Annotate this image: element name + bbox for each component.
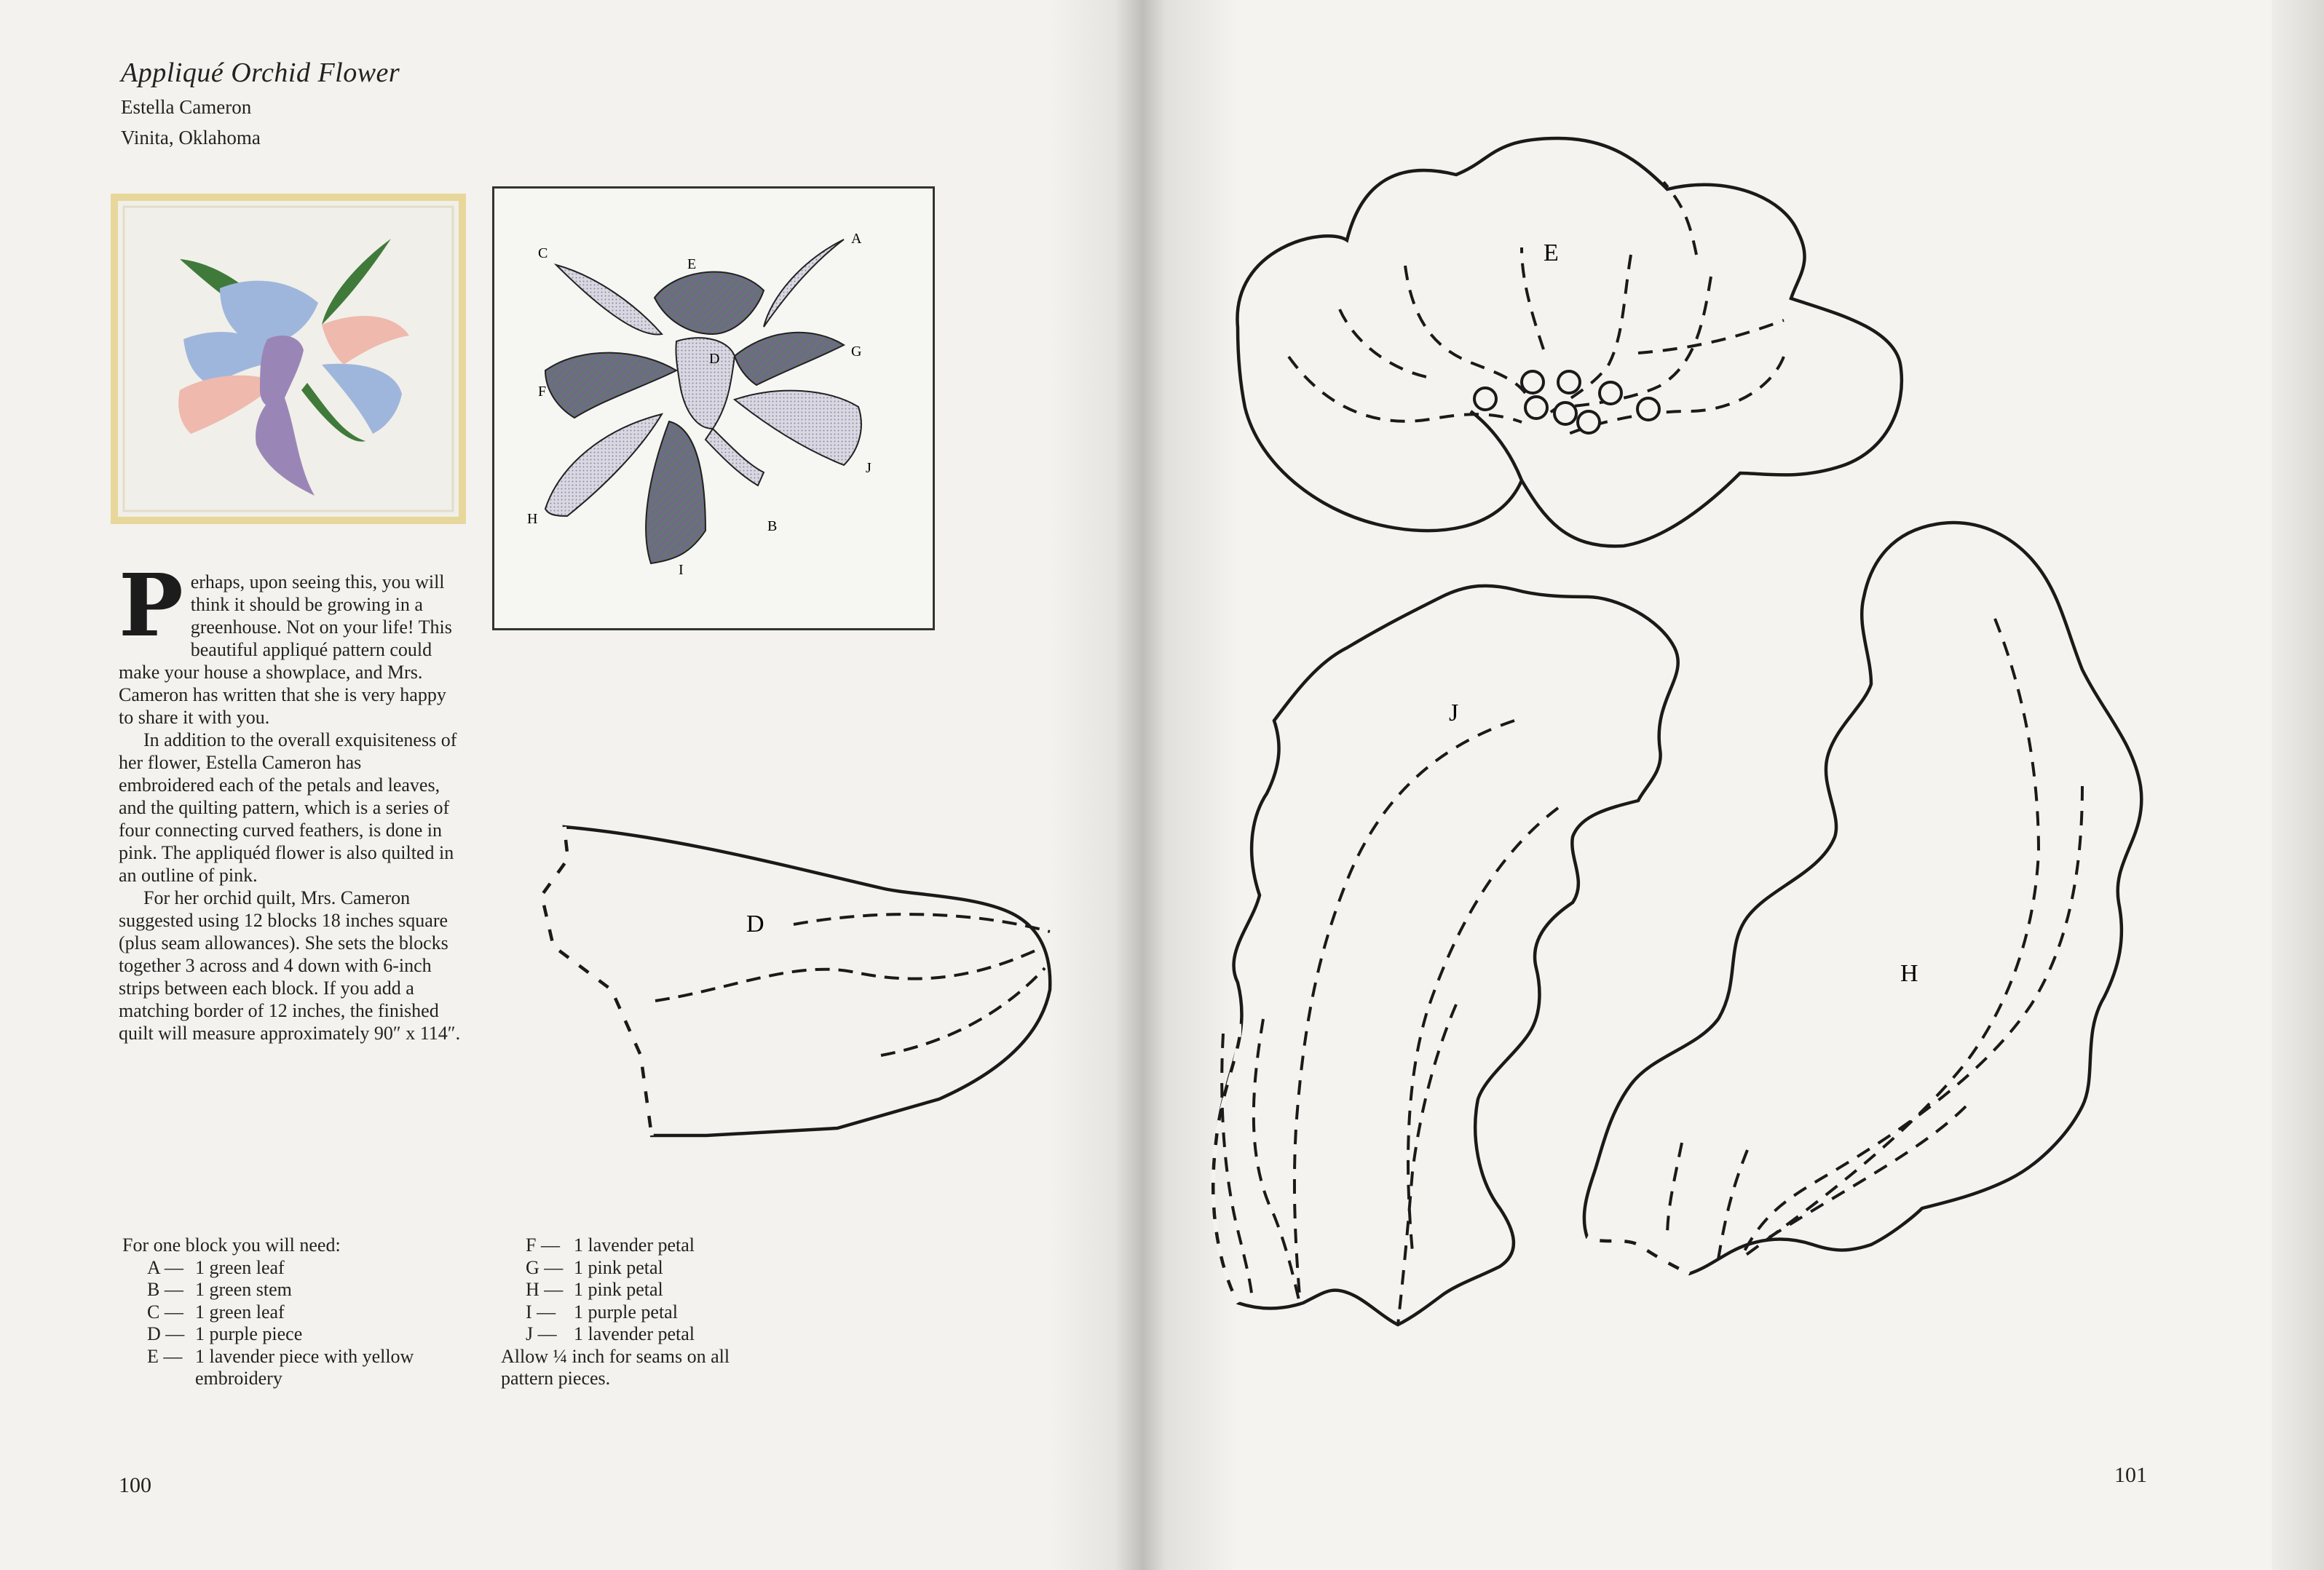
diagram-petal-j [735, 391, 861, 465]
item-text: 1 pink petal [574, 1256, 663, 1278]
materials-list-col1 [122, 1234, 486, 1390]
diagram-leaf-a [764, 239, 844, 327]
diagram-leaf-c [556, 265, 662, 334]
pattern-piece-e [1216, 131, 1929, 560]
item-key: C — [147, 1301, 183, 1323]
seam-note-cont: pattern pieces. [501, 1368, 611, 1389]
drop-cap: P [119, 555, 183, 656]
item-key: D — [147, 1323, 185, 1344]
page-title: Appliqué Orchid Flower [121, 58, 400, 88]
materials-heading: For one block you will need: [122, 1234, 341, 1256]
author-location: Vinita, Oklahoma [121, 127, 261, 148]
item-text: 1 lavender piece with yellow [195, 1345, 414, 1367]
diagram-petal-h [545, 414, 662, 516]
item-text: 1 purple petal [574, 1301, 678, 1323]
item-key: A — [147, 1256, 183, 1278]
pattern-d-label: D [746, 911, 764, 937]
diagram-label-g: G [851, 344, 862, 360]
diagram-label-c: C [538, 245, 548, 261]
item-text: 1 green stem [195, 1279, 292, 1300]
item-key: G — [526, 1256, 564, 1278]
list-item [501, 1257, 807, 1280]
list-item [501, 1301, 807, 1324]
materials-list-col2 [501, 1234, 807, 1390]
item-text: 1 lavender petal [574, 1323, 695, 1344]
diagram-petal-f [545, 353, 676, 418]
page-number-right: 101 [2114, 1463, 2147, 1487]
diagram-label-h: H [527, 511, 538, 527]
diagram-petal-i [646, 421, 706, 563]
seam-note: Allow ¼ inch for seams on all [501, 1345, 730, 1367]
paragraph-2: In addition to the overall exquisiteness of her flower, Estella Cameron has embroidered each of the petals and leaves, and the quilting pattern, which is a series of four connecting curved feathers, is done in pink. The appliquéd flower is also quilted in an outline of pink. [119, 729, 457, 886]
quilt-block-photo [111, 194, 466, 524]
diagram-label-b: B [767, 518, 778, 534]
list-item [122, 1323, 486, 1346]
diagram-label-j: J [866, 460, 872, 476]
diagram-petal-g [735, 333, 844, 385]
item-text: 1 pink petal [574, 1279, 663, 1300]
list-item [501, 1279, 807, 1301]
diagram-stem-b [706, 429, 764, 485]
pattern-h-label: H [1900, 960, 1918, 987]
item-key: B — [147, 1279, 183, 1300]
paragraph-3: For her orchid quilt, Mrs. Cameron suggested using 12 blocks 18 inches square (plus seam allowances). She sets the blocks together 3 across and 4 down with 6-inch strips between each block. If you add a matching border of 12 inches, the finished quilt will measure approximately 90″ x 114″. [119, 887, 461, 1044]
item-key: J — [526, 1323, 557, 1344]
pattern-j-label: J [1449, 699, 1459, 726]
item-text: 1 lavender petal [574, 1234, 695, 1256]
item-text: 1 green leaf [195, 1256, 285, 1278]
item-text: 1 purple piece [195, 1323, 303, 1344]
pattern-e-label: E [1544, 239, 1559, 266]
list-item [501, 1234, 807, 1257]
article-body [119, 555, 461, 1044]
diagram-label-a: A [851, 231, 862, 247]
list-item [122, 1279, 486, 1301]
pattern-piece-d [531, 815, 1070, 1150]
diagram-label-i: I [679, 562, 684, 578]
paragraph-1 [119, 555, 461, 729]
item-key: F — [526, 1234, 560, 1256]
page-edge [2272, 0, 2324, 1570]
diagram-label-d: D [709, 351, 720, 367]
list-item [122, 1301, 486, 1324]
list-item-continuation: embroidery [195, 1368, 282, 1389]
paragraph-1-text: erhaps, upon seeing this, you will think it should be growing in a greenhouse. Not on your life! This beautiful appliqué pattern could make your house a showplace, and Mrs. Cameron has written that she is very happy to share it with you. [119, 571, 452, 728]
list-item [122, 1346, 486, 1368]
labeled-flower-diagram [492, 186, 935, 630]
diagram-piece-d [676, 338, 735, 429]
item-key: E — [147, 1345, 183, 1367]
author-name: Estella Cameron [121, 96, 252, 118]
item-text: 1 green leaf [195, 1301, 285, 1323]
list-item [501, 1323, 807, 1346]
list-item [122, 1257, 486, 1280]
diagram-label-f: F [538, 384, 547, 400]
pattern-piece-h [1529, 510, 2184, 1332]
page-number-left: 100 [119, 1473, 151, 1497]
diagram-piece-e [655, 272, 764, 334]
diagram-label-e: E [687, 256, 697, 272]
item-key: H — [526, 1279, 564, 1300]
item-key: I — [526, 1301, 556, 1323]
